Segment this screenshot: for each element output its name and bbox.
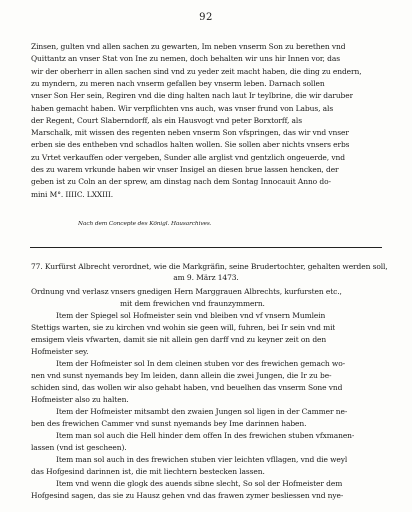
ordinance-text-line: emsigem vleis vfwarten, damit sie nit allein gen darff vnd zu keyner zeit on den xyxy=(31,335,327,344)
body-text-line: des zu warem vrkunde haben wir vnser Insigel an diesen brue lassen hencken, der xyxy=(31,165,339,174)
ordinance-text-line: Ordnung vnd verlasz vnsers gnedigen Hern Marggrauen Albrechts, kurfursten etc., xyxy=(31,287,342,296)
ordinance-text-line: Hofmeister also zu halten. xyxy=(31,395,129,404)
page-number: 92 xyxy=(199,12,213,23)
body-text-line: der Regent, Court Slaberndorff, als ein Hausvogt vnd peter Borxtorff, als xyxy=(31,115,302,125)
body-text-line: zu myndern, zu meren nach vnserm gefallen bey vnserm leben. Darnach sollen xyxy=(31,78,325,88)
ordinance-text-line: nen vnd sunst nyemands bey Im leiden, dann allein die zwei Jungen, die Ir zu be- xyxy=(31,371,332,380)
ordinance-text-line: Item vnd wenn die glogk des auends sibne slecht, So sol der Hofmeister dem xyxy=(56,479,343,488)
body-text-line: wir der oberherr in allen sachen sind vnd zu yeder zeit macht haben, die ding zu endern, xyxy=(31,66,362,76)
ordinance-text-line: schiden sind, das wollen wir also gehabt haben, vnd beuelhen das vnserm Sone vnd xyxy=(31,383,343,392)
document-date: am 9. März 1473. xyxy=(173,273,239,282)
body-text-line: haben gemacht haben. Wir verpflichten vns auch, was vnser frund von Labus, als xyxy=(31,103,334,113)
ordinance-text-line: das Hofgesind darinnen ist, die mit liechtern bestecken lassen. xyxy=(31,467,265,476)
section-divider xyxy=(30,247,382,248)
ordinance-text-line: lassen (vnd ist gescheen). xyxy=(31,443,127,452)
ordinance-text-line: Item man sol auch in des frewichen stuben vier leichten vfllagen, vnd die weyl xyxy=(56,455,348,464)
ordinance-text-line: mit dem frewichen vnd fraunzymmern. xyxy=(120,299,265,308)
ordinance-text-line: Item man sol auch die Hell hinder dem offen In des frewichen stuben vfxmanen- xyxy=(56,431,355,440)
ordinance-text-line: Item der Spiegel sol Hofmeister sein vnd bleiben vnd vf vnsern Mumlein xyxy=(56,311,326,320)
ordinance-text-line: Hofgesind sagen, das sie zu Hausz gehen vnd das frawen zymer besliessen vnd nye- xyxy=(31,491,344,500)
body-text-line: Quittantz an vnser Stat von Ine zu nemen, doch behalten wir uns hir Innen vor, das xyxy=(31,54,340,64)
body-text-line: geben ist zu Coln an der sprew, am dinstag nach dem Sontag Innocauit Anno do- xyxy=(31,177,331,187)
body-text-line: mini M°. IIIIC. LXXIII. xyxy=(31,189,114,199)
body-text-line: erben sie des entheben vnd schadlos halten wollen. Sie sollen aber nichts vnsers erbs xyxy=(31,140,350,150)
document-heading: 77. Kurfürst Albrecht verordnet, wie die Markgräfin, seine Brudertochter, gehalten werden soll, xyxy=(31,262,388,271)
body-text-line: Marschalk, mit wissen des regenten neben vnserm Son vfspringen, das wir vnd vnser xyxy=(31,128,349,138)
source-note: Nach dem Concepte des Königl. Hausarchives. xyxy=(78,221,212,227)
ordinance-text-line: Item der Hofmeister sol In dem cleinen stuben vor des frewichen gemach wo- xyxy=(56,359,346,368)
ordinance-text-line: ben des frewichen Cammer vnd sunst nyemands bey Ime darinnen haben. xyxy=(31,419,307,428)
ordinance-text-line: Stettigs warten, sie zu kirchen vnd wohin sie geen will, fuhren, bei Ir sein vnd mit xyxy=(31,323,336,332)
body-text-line: vnser Son Her sein, Regiren vnd die ding halten nach laut Ir teylbrine, die wir daruber xyxy=(31,91,354,101)
body-text-line: zu Vrtet verkauffen oder vergeben, Sunder alle arglist vnd gentzlich ongeuerde, vnd xyxy=(31,152,345,162)
body-text-line: Zinsen, gulten vnd allen sachen zu gewarten, Im neben vnserm Son zu berethen vnd xyxy=(31,42,346,51)
ordinance-text-line: Hofmeister sey. xyxy=(31,347,89,356)
ordinance-text-line: Item der Hofmeister mitsambt den zwaien Jungen sol ligen in der Cammer ne- xyxy=(56,407,348,416)
